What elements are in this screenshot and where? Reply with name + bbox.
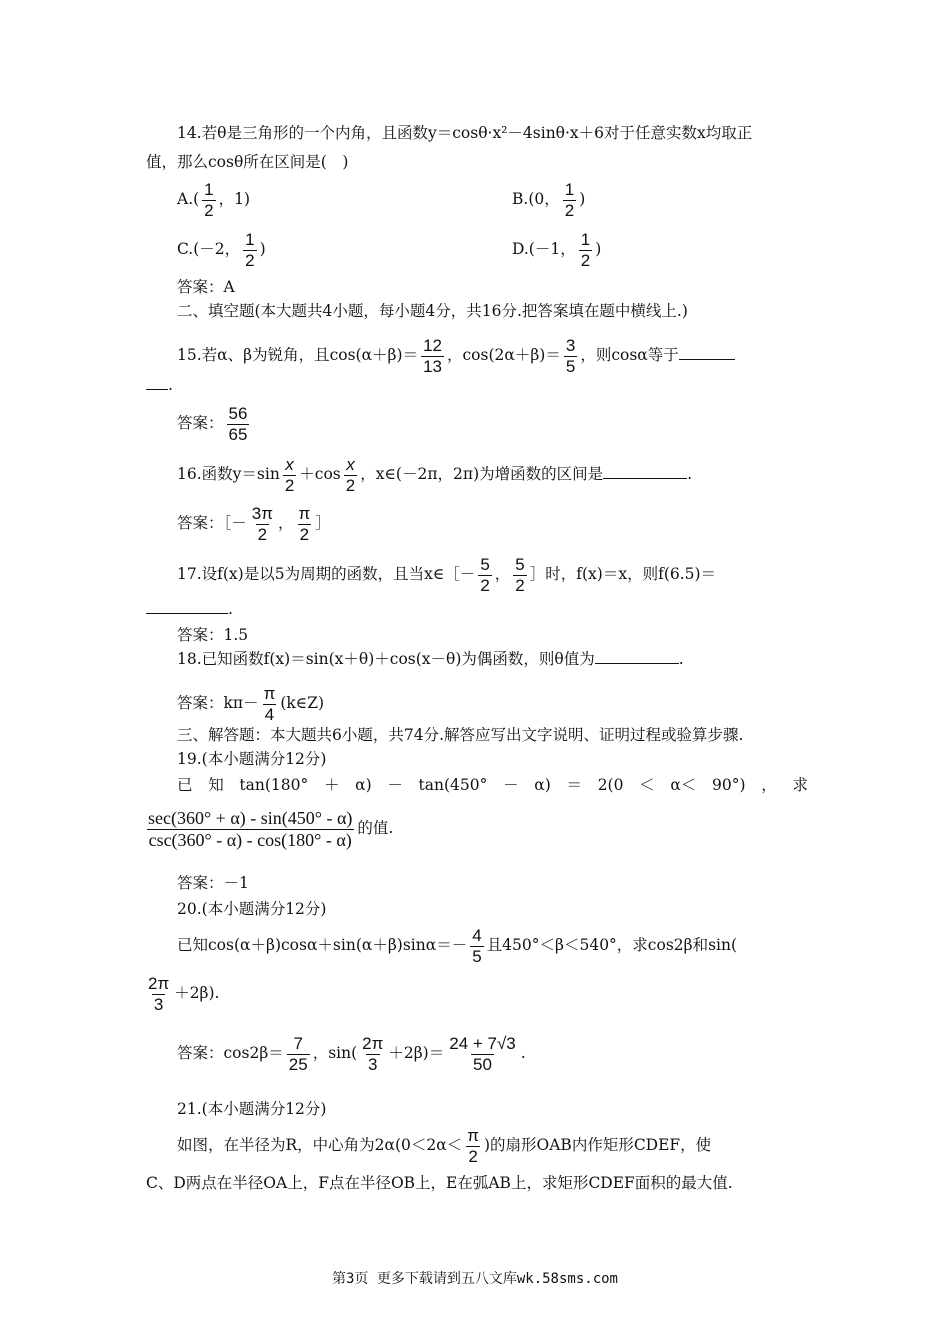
fraction: $\frac{\pi}{2}$	[298, 504, 311, 544]
q21-stem-line1: 如图，在半径为R，中心角为2α(0＜2α＜ $\frac{\pi}{2}$ )的扇形OAB内作矩形CDEF，使	[177, 1126, 712, 1166]
q14-answer: 答案：A	[177, 278, 235, 296]
q14-option-a: A.( $\frac{1}{2}$ ，1)	[177, 180, 251, 220]
q19-condition: 已 知 tan(180° ＋ α) － tan(450° － α) ＝ 2(0 ＜ α＜ 90°) ， 求	[177, 776, 808, 794]
q21-stem-line2: C、D两点在半径OA上，F点在半径OB上，E在弧AB上，求矩形CDEF面积的最大值.	[146, 1174, 733, 1192]
q18-stem: 18.已知函数f(x)＝sin(x＋θ)＋cos(x－θ)为偶函数，则θ值为 .	[177, 650, 684, 668]
option-d-label: D.(－1，	[512, 240, 576, 259]
fraction: $\frac{\pi}{2}$	[467, 1126, 479, 1166]
fraction: $\frac{1}{2}$	[564, 180, 575, 220]
q20-stem-cont: $\frac{2\pi}{3}$ ＋2β).	[148, 974, 220, 1014]
q15-answer: 答案： $\frac{56}{65}$	[177, 404, 248, 444]
fraction: $\frac{7}{25}$	[288, 1034, 308, 1074]
option-b-label: B.(0，	[512, 190, 560, 209]
q17-answer: 答案：1.5	[177, 626, 249, 644]
fraction: $\frac{24 + 7√3}{50}$	[449, 1034, 516, 1074]
answer-blank	[146, 375, 168, 390]
q18-answer: 答案：kπ－ $\frac{\pi}{4}$ (k∈Z)	[177, 684, 325, 724]
page-footer: 第3页 更多下载请到五八文库wk.58sms.com	[331, 1271, 618, 1287]
fraction: $\frac{5}{2}$	[480, 555, 490, 595]
fraction: $\frac{\pi}{4}$	[263, 684, 276, 724]
q14-option-d: D.(－1， $\frac{1}{2}$ )	[512, 230, 602, 270]
q16-answer: 答案：［－ $\frac{3\pi}{2}$ ， $\frac{\pi}{2}$ ］	[177, 504, 331, 544]
fraction: $\frac{x}{2}$	[284, 455, 295, 495]
q15-blank-continuation: .	[146, 374, 808, 396]
q21-heading: 21.(本小题满分12分)	[177, 1100, 327, 1118]
option-c-label: C.(－2，	[177, 240, 241, 259]
answer-blank	[679, 345, 735, 360]
q19-heading: 19.(本小题满分12分)	[177, 750, 327, 768]
fraction: $\frac{2\pi}{3}$	[148, 974, 170, 1014]
fraction: $\frac{x}{2}$	[345, 455, 356, 495]
q17-blank-line: .	[146, 598, 808, 620]
fraction: $\frac{1}{2}$	[245, 230, 255, 270]
q20-answer: 答案：cos2β＝ $\frac{7}{25}$ ，sin( $\frac{2\pi}{3}$ ＋2β)＝ $\frac{24 + 7√3}{50}$ .	[177, 1034, 526, 1074]
section-2-heading: 二、填空题(本大题共4小题，每小题4分，共16分.把答案填在题中横线上.)	[177, 302, 688, 320]
fraction: $\frac{3\pi}{2}$	[251, 504, 273, 544]
answer-blank	[603, 464, 687, 479]
q14-option-c: C.(－2， $\frac{1}{2}$ )	[177, 230, 266, 270]
section-3-heading: 三、解答题：本大题共6小题，共74分.解答应写出文字说明、证明过程或验算步骤.	[177, 726, 744, 744]
fraction: $\frac{1}{2}$	[204, 180, 214, 220]
q14-stem-line1: 14.若θ是三角形的一个内角，且函数y＝cosθ·x²－4sinθ·x＋6对于任意实数x均取正	[177, 124, 753, 142]
fraction: $\frac{2\pi}{3}$	[362, 1034, 384, 1074]
fraction: $\frac{4}{5}$	[472, 926, 482, 966]
fraction: $\frac{3}{5}$	[565, 336, 576, 376]
fraction: $\frac{\sec(360^\circ + \alpha) - \sin(450^\circ - \alpha)}{\csc(360^\circ - \alpha) - \cos(180^\circ - \alpha)}$	[148, 808, 353, 850]
q19-expression: $\frac{\sec(360^\circ + \alpha) - \sin(450^\circ - \alpha)}{\csc(360^\circ - \alpha) - \cos(180^\circ - \alpha)}$ 的值.	[148, 808, 394, 850]
q15-stem: 15.若α、β为锐角，且cos(α＋β)＝ $\frac{12}{13}$ ，cos(2α＋β)＝ $\frac{3}{5}$ ，则cosα等于	[177, 336, 808, 376]
fraction: $\frac{1}{2}$	[580, 230, 591, 270]
answer-blank	[595, 649, 679, 664]
q16-stem: 16.函数y＝sin $\frac{x}{2}$ ＋cos $\frac{x}{2}$ ，x∈(－2π，2π)为增函数的区间是 .	[177, 455, 693, 495]
q19-answer: 答案：－1	[177, 874, 249, 892]
fraction: $\frac{56}{65}$	[228, 404, 248, 444]
q20-heading: 20.(本小题满分12分)	[177, 900, 327, 918]
q14-option-b: B.(0， $\frac{1}{2}$ )	[512, 180, 586, 220]
q17-stem: 17.设f(x)是以5为周期的函数，且当x∈［－ $\frac{5}{2}$ ， $\frac{5}{2}$ ］时，f(x)＝x，则f(6.5)＝	[177, 555, 717, 595]
fraction: $\frac{5}{2}$	[515, 555, 525, 595]
answer-blank	[146, 599, 228, 614]
q14-stem-line2: 值，那么cosθ所在区间是( )	[146, 153, 349, 171]
fraction: $\frac{12}{13}$	[423, 336, 442, 376]
q20-stem: 已知cos(α＋β)cosα＋sin(α＋β)sinα＝－ $\frac{4}{5}$ 且450°＜β＜540°，求cos2β和sin(	[177, 926, 738, 966]
option-a-label: A.(	[177, 190, 200, 209]
